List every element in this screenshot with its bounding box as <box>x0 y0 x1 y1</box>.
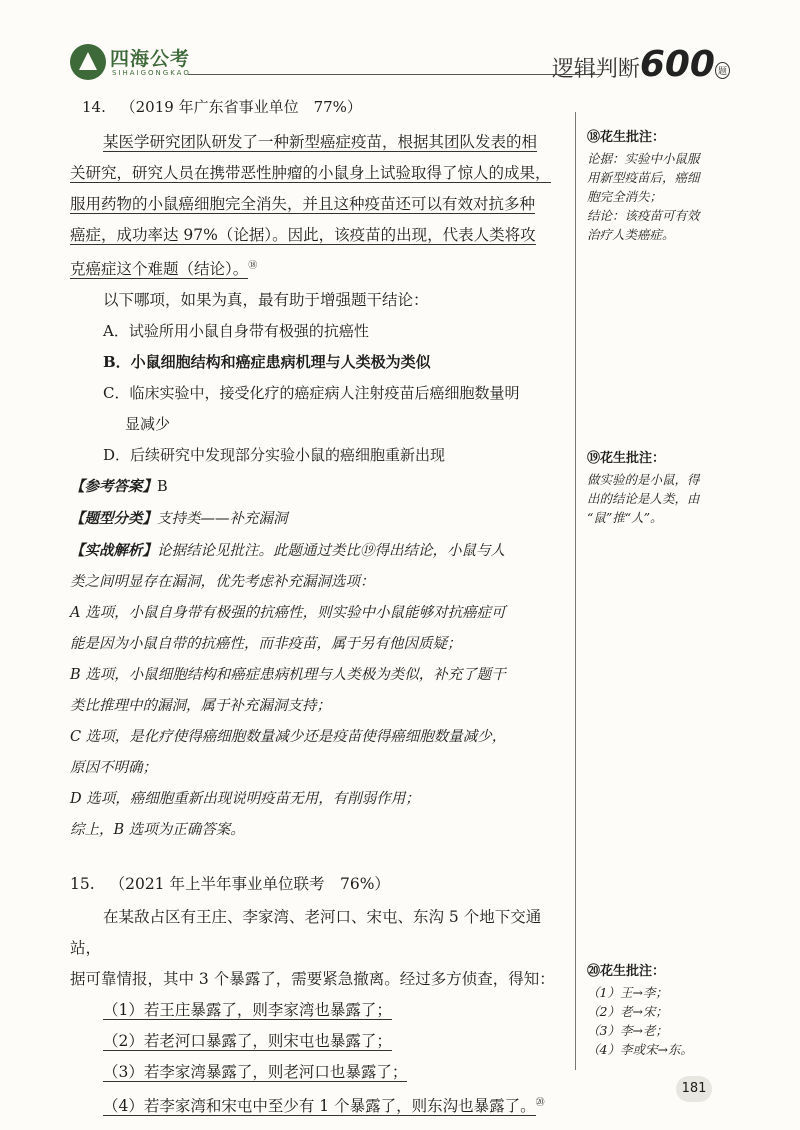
side-note-line: 论据：实验中小鼠服 <box>587 151 700 166</box>
side-note-line: （3）李→老； <box>587 1023 668 1038</box>
answer-value: B <box>157 479 168 496</box>
side-note-line: “鼠”推“人”。 <box>587 510 663 525</box>
brand-name: 四海公考 <box>110 48 191 70</box>
side-note-title: ⑳花生批注： <box>587 964 666 979</box>
type-line <box>70 503 570 535</box>
question-number: 14. <box>82 98 106 116</box>
side-note-line: 治疗人类癌症。 <box>587 227 675 242</box>
analysis-line: A 选项，小鼠自身带有极强的抗癌性，则实验中小鼠能够对抗癌症可 <box>70 605 506 622</box>
question-15-conditions <box>70 995 570 1122</box>
main-content <box>70 95 570 1122</box>
side-note-title: ⑱花生批注： <box>587 130 666 145</box>
answer-line <box>70 471 570 503</box>
type-value: 支持类——补充漏洞 <box>157 511 288 528</box>
question-14-header <box>70 95 570 119</box>
question-15-header <box>70 872 570 896</box>
page-number: 181 <box>676 1076 712 1102</box>
side-note-line: （1）王→李； <box>587 985 668 1000</box>
condition-2: （2）若老河口暴露了，则宋屯也暴露了； <box>103 1032 392 1051</box>
analysis-line: C 选项，是化疗使得癌细胞数量减少还是疫苗使得癌细胞数量减少， <box>70 729 507 746</box>
stem-line: 在某敌占区有王庄、李家湾、老河口、宋屯、东沟 5 个地下交通站， <box>70 908 542 958</box>
analysis-line: B 选项，小鼠细胞结构和癌症患病机理与人类极为类似，补充了题干 <box>70 667 506 684</box>
analysis-line: D 选项，癌细胞重新出现说明疫苗无用，有削弱作用； <box>70 791 420 808</box>
side-note-title: ⑲花生批注： <box>587 451 666 466</box>
option-a: A．试验所用小鼠自身带有极强的抗癌性 <box>103 322 369 341</box>
question-prompt: 以下哪项，如果为真，最有助于增强题干结论： <box>103 291 429 310</box>
book-title <box>538 44 730 85</box>
analysis-line: 论据结论见批注。此题通过类比⑲得出结论，小鼠与人 <box>157 543 505 560</box>
annotation-mark: ⑳ <box>535 1098 545 1109</box>
question-source: （2021 年上半年事业单位联考 76%） <box>109 875 390 894</box>
brand-name-en: SIHAIGONGKAO <box>112 69 191 77</box>
condition-3: （3）若李家湾暴露了，则老河口也暴露了； <box>103 1063 408 1082</box>
stem-line: 克癌症这个难题（结论）。 <box>70 260 249 279</box>
side-note-line: 结论：该疫苗可有效 <box>587 208 700 223</box>
answer-label: 【参考答案】 <box>70 478 157 496</box>
analysis-line: 类之间明显存在漏洞，优先考虑补充漏洞选项： <box>70 574 375 591</box>
condition-1: （1）若王庄暴露了，则李家湾也暴露了； <box>103 1001 392 1020</box>
stem-line: 癌症，成功率达 97%（论据）。因此，该疫苗的出现，代表人类将攻 <box>70 226 536 244</box>
question-14-stem <box>70 127 570 158</box>
side-note-18 <box>587 128 737 244</box>
book-title-suffix: 题 <box>715 62 730 79</box>
side-note-line: （2）老→宋； <box>587 1004 668 1019</box>
side-note-line: （4）李或宋→东。 <box>587 1042 693 1057</box>
option-c: C．临床实验中，接受化疗的癌症病人注射疫苗后癌细胞数量明 <box>103 384 520 403</box>
stem-line: 服用药物的小鼠癌细胞完全消失，并且这种疫苗还可以有效对抗多种 <box>70 195 536 213</box>
page-header <box>70 40 730 90</box>
analysis-line: 原因不明确； <box>70 760 157 777</box>
stem-line: 关研究，研究人员在携带恶性肿瘤的小鼠身上试验取得了惊人的成果， <box>70 164 551 182</box>
analysis-label: 【实战解析】 <box>70 542 157 560</box>
option-d: D．后续研究中发现部分实验小鼠的癌细胞重新出现 <box>103 446 446 465</box>
sidebar-divider <box>575 112 576 1070</box>
book-title-number: 600 <box>639 44 715 85</box>
analysis-line: 综上，B 选项为正确答案。 <box>70 822 245 839</box>
condition-4: （4）若李家湾和宋屯中至少有 1 个暴露了，则东沟也暴露了。 <box>103 1097 536 1116</box>
analysis-line: 能是因为小鼠自带的抗癌性，而非疫苗，属于另有他因质疑； <box>70 636 462 653</box>
side-note-line: 用新型疫苗后，癌细 <box>587 170 700 185</box>
option-c-cont: 显减少 <box>125 415 171 434</box>
question-source: （2019 年广东省事业单位 77%） <box>120 98 362 116</box>
question-15-stem <box>70 902 570 995</box>
stem-line: 某医学研究团队研发了一种新型癌症疫苗，根据其团队发表的相 <box>103 133 538 151</box>
book-title-text: 逻辑判断 <box>551 57 640 82</box>
stem-line: 据可靠情报，其中 3 个暴露了，需要紧急撤离。经过多方侦查，得知： <box>70 970 555 989</box>
side-note-19 <box>587 449 737 527</box>
question-14-stem-cont <box>70 158 570 285</box>
type-label: 【题型分类】 <box>70 510 157 528</box>
side-note-line: 胞完全消失； <box>587 189 663 204</box>
side-note-line: 出的结论是人类，由 <box>587 491 700 506</box>
option-b: B．小鼠细胞结构和癌症患病机理与人类极为类似 <box>103 353 431 372</box>
annotation-mark: ⑱ <box>248 261 258 271</box>
question-number: 15. <box>70 875 95 894</box>
side-note-line: 做实验的是小鼠，得 <box>587 472 700 487</box>
brand-logo-icon <box>70 44 106 80</box>
analysis-line: 类比推理中的漏洞，属于补充漏洞支持； <box>70 698 331 715</box>
analysis <box>70 535 570 846</box>
side-note-20 <box>587 962 737 1059</box>
